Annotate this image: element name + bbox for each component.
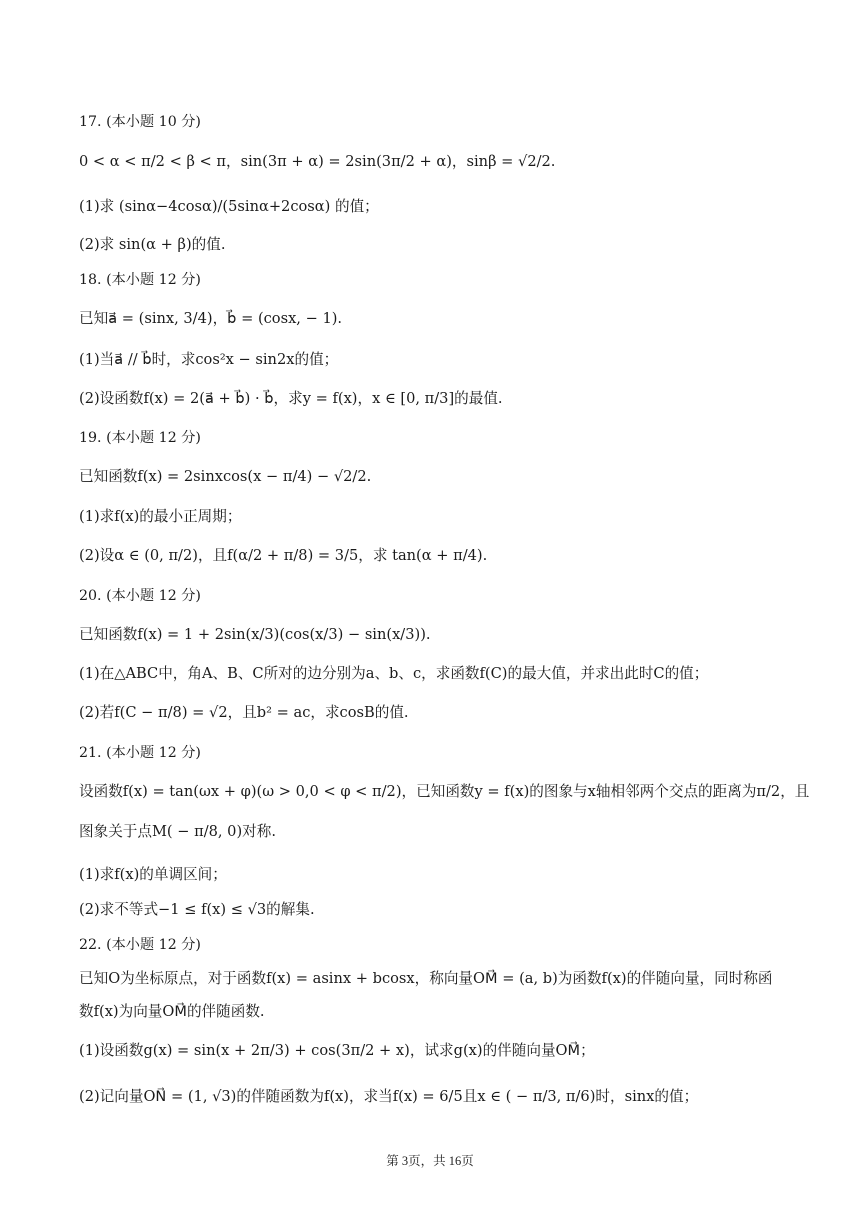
problem-22-part-2: (2)记向量ON⃗ = (1, √3)的伴随函数为f(x)，求当f(x) = 6/5且x ∈ ( − π/3, π/6)时，sinx的值； xyxy=(79,1088,699,1105)
problem-18-part-2: (2)设函数f(x) = 2(a⃗ + b⃗) · b⃗，求y = f(x)，x ∈ [0, π/3]的最值. xyxy=(79,390,503,407)
page-footer: 第 3页，共 16页 xyxy=(386,1154,474,1168)
problem-17-heading: 17. (本小题 10 分) xyxy=(79,114,201,130)
problem-18-part-1: (1)当a⃗ // b⃗时，求cos²x − sin2x的值； xyxy=(79,351,339,368)
problem-17-statement: 0 < α < π/2 < β < π，sin(3π + α) = 2sin(3π/2 + α)，sinβ = √2/2. xyxy=(79,153,556,170)
problem-22-heading: 22. (本小题 12 分) xyxy=(79,937,201,953)
problem-19-part-2: (2)设α ∈ (0, π/2)，且f(α/2 + π/8) = 3/5，求 tan(α + π/4). xyxy=(79,547,488,564)
problem-21-statement-line-2: 图象关于点M( − π/8, 0)对称. xyxy=(79,823,276,840)
problem-20-heading: 20. (本小题 12 分) xyxy=(79,588,201,604)
problem-17-part-2: (2)求 sin(α + β)的值. xyxy=(79,236,226,253)
problem-19-statement: 已知函数f(x) = 2sinxcos(x − π/4) − √2/2. xyxy=(79,468,372,485)
problem-19-part-1: (1)求f(x)的最小正周期； xyxy=(79,508,242,525)
problem-21-statement-line-1: 设函数f(x) = tan(ωx + φ)(ω > 0,0 < φ < π/2)，已知函数y = f(x)的图象与x轴相邻两个交点的距离为π/2，且 xyxy=(79,783,810,800)
problem-19-heading: 19. (本小题 12 分) xyxy=(79,430,201,446)
problem-20-part-1: (1)在△ABC中，角A、B、C所对的边分别为a、b、c，求函数f(C)的最大值，并求出此时C的值； xyxy=(79,665,709,682)
problem-21-part-1: (1)求f(x)的单调区间； xyxy=(79,866,227,883)
problem-21-part-2: (2)求不等式−1 ≤ f(x) ≤ √3的解集. xyxy=(79,901,315,918)
problem-17-part-1: (1)求 (sinα−4cosα)/(5sinα+2cosα) 的值； xyxy=(79,198,379,215)
problem-20-part-2: (2)若f(C − π/8) = √2，且b² = ac，求cosB的值. xyxy=(79,704,409,721)
problem-18-statement: 已知a⃗ = (sinx, 3/4)，b⃗ = (cosx, − 1). xyxy=(79,310,343,327)
problem-22-statement-line-2: 数f(x)为向量OM⃗的伴随函数. xyxy=(79,1003,265,1020)
problem-20-statement: 已知函数f(x) = 1 + 2sin(x/3)(cos(x/3) − sin(x/3)). xyxy=(79,626,431,643)
problem-21-heading: 21. (本小题 12 分) xyxy=(79,745,201,761)
problem-18-heading: 18. (本小题 12 分) xyxy=(79,272,201,288)
problem-22-part-1: (1)设函数g(x) = sin(x + 2π/3) + cos(3π/2 + x)，试求g(x)的伴随向量OM⃗； xyxy=(79,1042,595,1059)
problem-22-statement-line-1: 已知O为坐标原点，对于函数f(x) = asinx + bcosx，称向量OM⃗ = (a, b)为函数f(x)的伴随向量，同时称函 xyxy=(79,970,773,987)
